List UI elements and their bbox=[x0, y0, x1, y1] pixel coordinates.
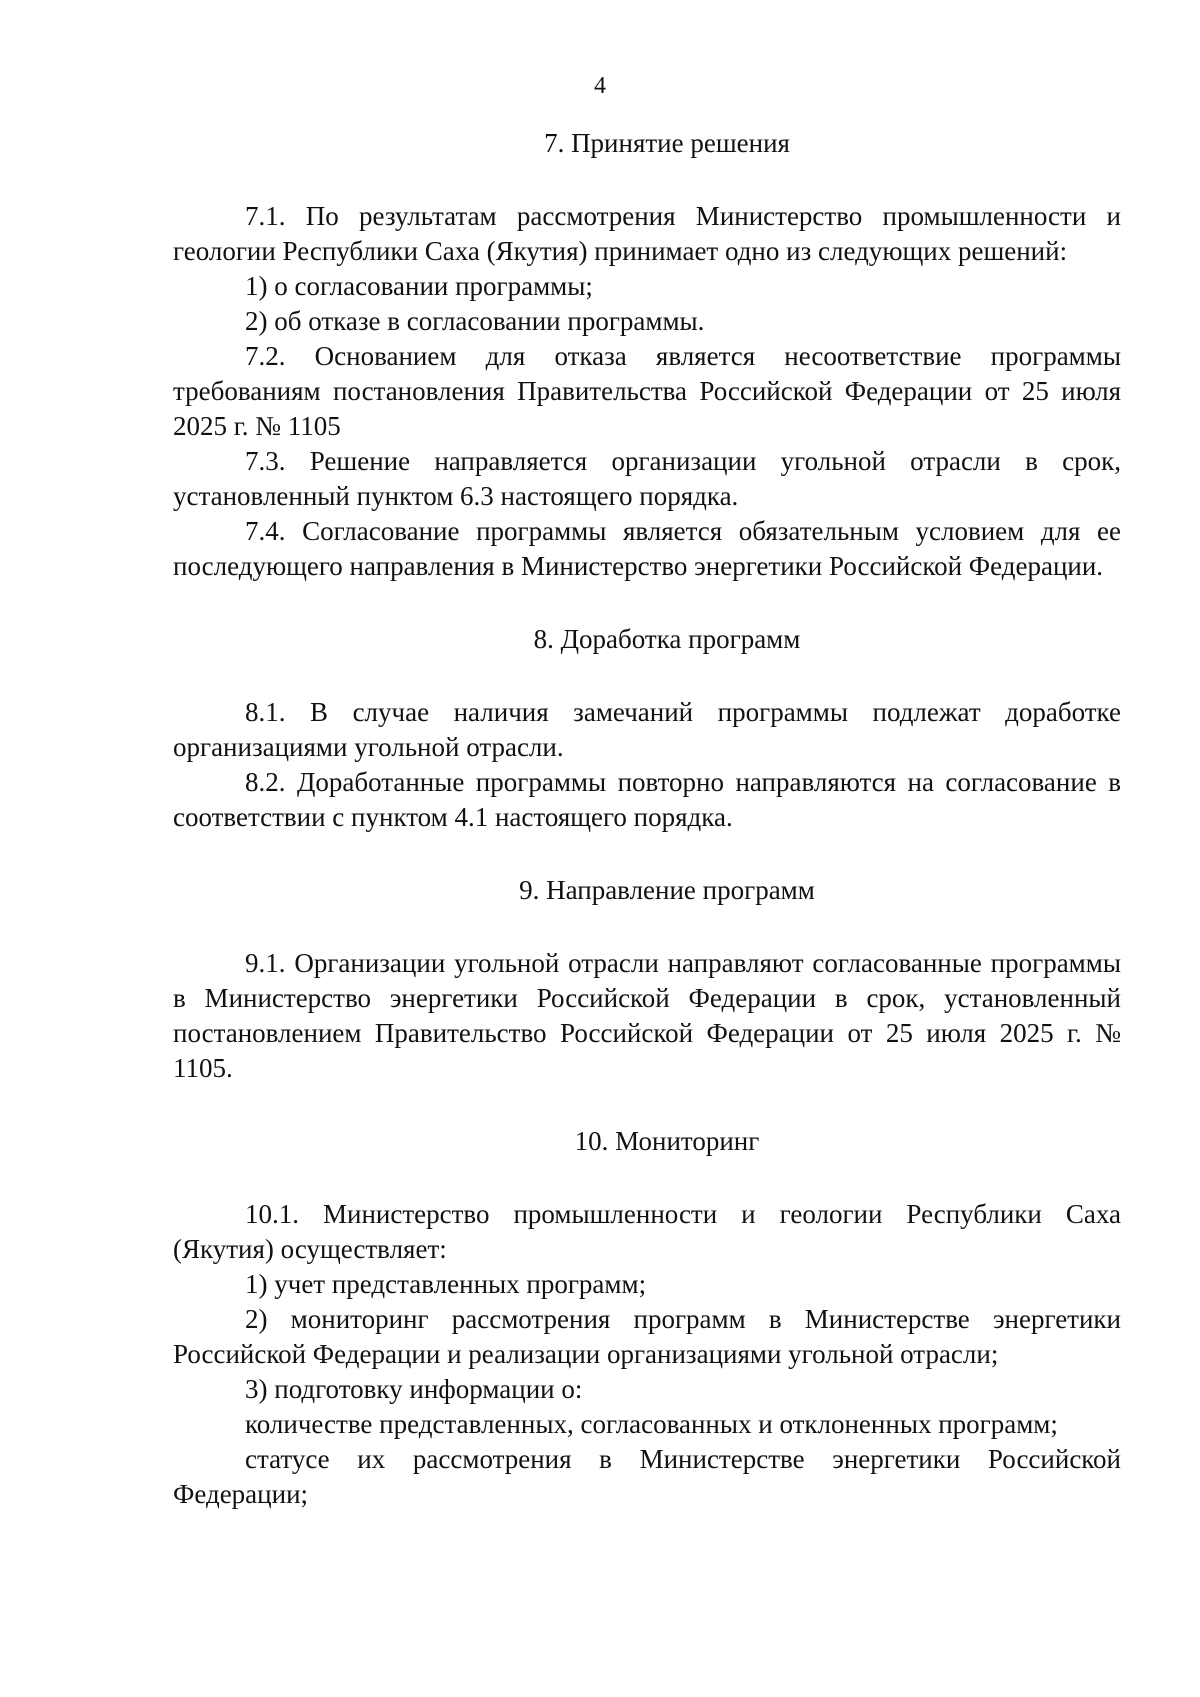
page-number: 4 bbox=[594, 73, 606, 99]
paragraph: 1) учет представленных программ; bbox=[245, 1269, 647, 1299]
section-heading: 9. Направление программ bbox=[519, 875, 815, 905]
document-body bbox=[173, 126, 1121, 1512]
section-8 bbox=[173, 622, 1121, 835]
section-heading: 7. Принятие решения bbox=[544, 128, 790, 158]
section-heading: 10. Мониторинг bbox=[574, 1126, 760, 1156]
paragraph: 2) мониторинг рассмотрения программ в Министерстве энергетики Российской Федерации и реализации организациями угольной отрасли; bbox=[173, 1304, 1121, 1369]
section-9 bbox=[173, 873, 1121, 1086]
paragraph: 3) подготовку информации о: bbox=[245, 1374, 583, 1404]
paragraph: 8.2. Доработанные программы повторно направляются на согласование в соответствии с пунктом 4.1 настоящего порядка. bbox=[173, 767, 1121, 832]
paragraph: 7.2. Основанием для отказа является несоответствие программы требованиям постановления Правительства Российской Федерации от 25 июля 2025 г. № 1105 bbox=[173, 341, 1121, 441]
paragraph: количестве представленных, согласованных и отклоненных программ; bbox=[245, 1409, 1058, 1439]
paragraph: 1) о согласовании программы; bbox=[245, 271, 593, 301]
paragraph: 2) об отказе в согласовании программы. bbox=[245, 306, 705, 336]
paragraph: 9.1. Организации угольной отрасли направляют согласованные программы в Министерство энергетики Российской Федерации в срок, установленный постановлением Правительство Российской Федерации от 25 июля 2025 г. № 1105. bbox=[173, 948, 1121, 1083]
paragraph: статусе их рассмотрения в Министерстве энергетики Российской Федерации; bbox=[173, 1444, 1121, 1509]
paragraph: 7.3. Решение направляется организации угольной отрасли в срок, установленный пунктом 6.3 настоящего порядка. bbox=[173, 446, 1121, 511]
section-10 bbox=[173, 1124, 1121, 1512]
paragraph: 10.1. Министерство промышленности и геологии Республики Саха (Якутия) осуществляет: bbox=[173, 1199, 1121, 1264]
section-7 bbox=[173, 126, 1121, 584]
paragraph: 8.1. В случае наличия замечаний программы подлежат доработке организациями угольной отрасли. bbox=[173, 697, 1121, 762]
paragraph: 7.1. По результатам рассмотрения Министерство промышленности и геологии Республики Саха (Якутия) принимает одно из следующих решений: bbox=[173, 201, 1121, 266]
section-heading: 8. Доработка программ bbox=[533, 624, 801, 654]
paragraph: 7.4. Согласование программы является обязательным условием для ее последующего направления в Министерство энергетики Российской Федерации. bbox=[173, 516, 1121, 581]
